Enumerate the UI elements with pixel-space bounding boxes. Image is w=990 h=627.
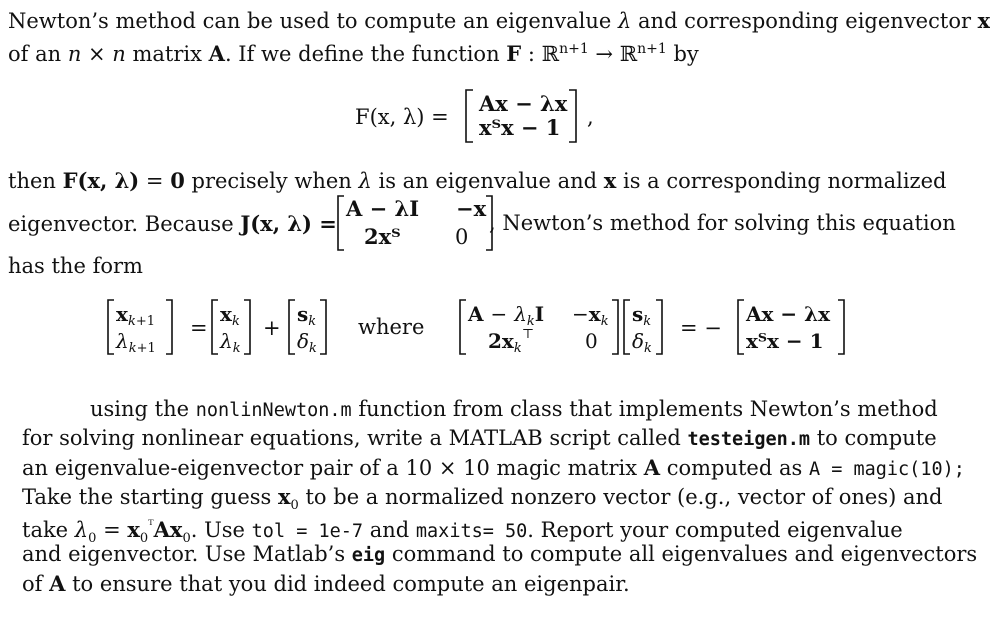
task-line-1: using the nonlinNewton.m function from class that implements Newton’s method	[90, 397, 938, 421]
task-line-6: and eigenvector. Use Matlab’s eig command to compute all eigenvalues and eigenvectors	[22, 542, 978, 566]
task-line-3: an eigenvalue-eigenvector pair of a 10 × 10 magic matrix A computed as A = magic(10);	[22, 455, 965, 480]
svg-text:A − λkI: $A - \lambda_kI$	[468, 302, 545, 329]
residual-top: Ax − λx	[746, 302, 831, 326]
svg-text:xk+1: $x_k+1$	[116, 302, 155, 329]
svg-text:+: +	[263, 316, 281, 340]
newton-iteration-equation	[100, 294, 860, 360]
svg-text:sk: $s_k$	[297, 302, 317, 329]
svg-text:sk: $s_k$	[632, 302, 652, 329]
svg-text:δk: $\delta_k$	[297, 329, 317, 356]
eq1-comma: ,	[587, 105, 594, 129]
eq1-lhs: F(x, λ) =	[355, 105, 449, 129]
svg-text:xk: $x_k$	[220, 302, 240, 329]
has-form-line: has the form	[8, 254, 143, 278]
task-line-4: Take the starting guess $x_0$ to be a normalized nonzero vector (e.g., vector of ones) and	[22, 484, 943, 514]
jac-m12: −x	[456, 196, 487, 221]
intro-line-1: Newton’s method can be used to compute an eigenvalue λ and corresponding eigenvector x	[8, 8, 990, 33]
jac-left-bracket	[338, 196, 344, 250]
then-line: then F(x, λ) = 0 precisely when λ is an eigenvalue and x is a corresponding normalized	[8, 168, 947, 193]
task-line-7: of A to ensure that you did indeed compute an eigenpair.	[22, 571, 630, 596]
jacobian-matrix	[336, 192, 496, 254]
where-word: where	[358, 315, 425, 339]
svg-text:λk+1: $\lambda_k+1$	[116, 329, 156, 356]
jac-m22: 0	[455, 225, 469, 249]
svg-text:λk: $\lambda_k$	[220, 329, 241, 356]
eigvec-line-after: , Newton’s method for solving this equation	[489, 211, 956, 235]
svg-text:δk: $\delta_k$	[632, 329, 652, 356]
task-line-5: take $\lambda_0 = x_0^ᵀAx_0$. Use tol = 1e-7 and maxits= 50. Report your computed eigenvalue	[22, 517, 903, 547]
jac-m11: A − λI	[346, 196, 420, 221]
svg-text:=: =	[190, 316, 208, 340]
svg-text:−xk: $-x_k$	[572, 302, 609, 329]
residual-bottom: xᵀx − 1	[746, 329, 824, 353]
jac-m21: 2xᵀ	[364, 224, 401, 249]
task-line-2: for solving nonlinear equations, write a MATLAB script called testeigen.m to compute	[22, 426, 937, 450]
svg-text:2xk⊤: $2x_k^⊤$	[488, 327, 534, 356]
eq1-bottom: xᵀx − 1	[479, 115, 561, 140]
eq1-right-bracket	[569, 90, 576, 142]
eigvec-line-before: eigenvector. Because J(x, λ) =	[8, 211, 337, 236]
eq1-top: Ax − λx	[479, 91, 568, 116]
svg-text:0: 0	[585, 329, 598, 353]
svg-text:= −: = −	[680, 316, 722, 340]
eq1-left-bracket	[466, 90, 473, 142]
intro-line-2: of an n × n matrix A. If we define the function F : ℝ$^{n+1}$ → ℝ$^{n+1}$ by	[8, 41, 699, 66]
equation-F	[355, 84, 615, 148]
